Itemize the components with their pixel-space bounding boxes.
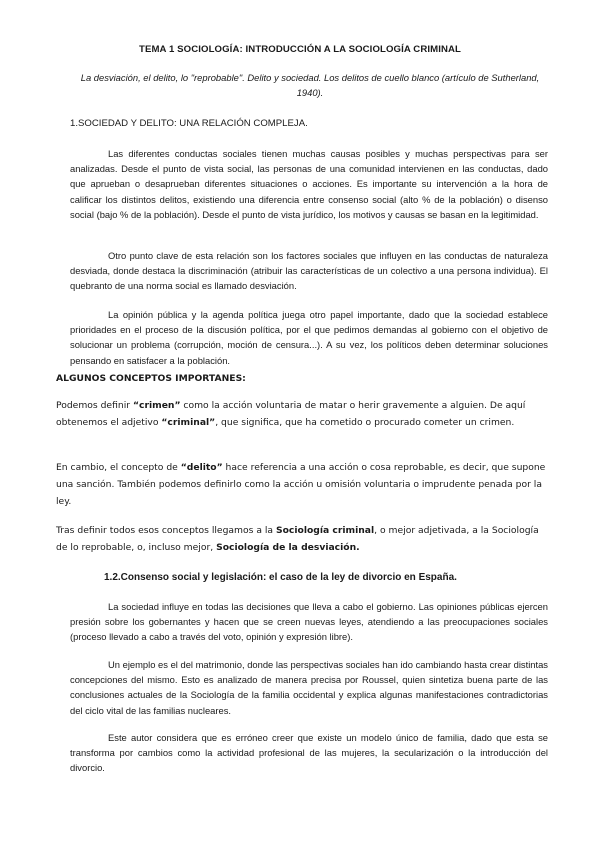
paragraph-3: La opinión pública y la agenda política juega otro papel importante, dado que la sociedad establece prioridades en el proceso de la discusión política, por el que pedimos demandas al gobierno con el objetivo de solucionar un problema (corrupción, moción de censura...). A su vez, los políticos deben determinar soluciones pensando en satisfacer a la población.: [70, 309, 548, 366]
paragraph-6: Este autor considera que es erróneo creer que existe un modelo único de familia, dado que esta se transforma por cambios como la actividad profesional de las mujeres, la secularización o la introducción del divorcio.: [70, 732, 548, 774]
document-subtitle: La desviación, el delito, lo "reprobable". Delito y sociedad. Los delitos de cuello blanco (artículo de Sutherland, 1940).: [80, 72, 540, 98]
section-heading-1: 1.SOCIEDAD Y DELITO: UNA RELACIÓN COMPLEJA.: [70, 118, 308, 129]
paragraph-2: Otro punto clave de esta relación son los factores sociales que influyen en las conductas de naturaleza desviada, donde destaca la discriminación (atribuir las características de un colectivo a una persona individua). El quebranto de una norma social es llamado desviación.: [70, 250, 548, 292]
term-sociologia-desviacion: Sociología de la desviación.: [216, 542, 360, 553]
paragraph-5: Un ejemplo es el del matrimonio, donde las perspectivas sociales han ido cambiando hasta crear distintas concepciones del mismo. Esto es analizado de manera precisa por Roussel, quien sintetiza buena parte de las conclusiones actuales de la Sociología de la familia occidental y explica algunas manifestaciones contradictorias del ciclo vital de las familias nucleares.: [70, 659, 548, 716]
term-delito: “delito”: [180, 462, 223, 473]
paragraph-1: Las diferentes conductas sociales tienen muchas causas posibles y muchas perspectivas para ser analizadas. Desde el punto de vista social, las personas de una comunidad intervienen en las conductas, dado que aprueban o desaprueban diferentes situaciones o acciones. Es importante su intervención a la hora de calificar los distintos delitos, existiendo una diferencia entre consenso social (alto % de la población) o disenso social (bajo % de la población). Desde el punto de vista jurídico, los motivos y causas se basan en la legitimidad.: [70, 148, 548, 220]
concepts-heading: ALGUNOS CONCEPTOS IMPORTANES:: [56, 373, 246, 384]
paragraph-sociologia: Tras definir todos esos conceptos llegamos a la Sociología criminal, o mejor adjetivada, a la Sociología de lo reprobable, o, incluso mejor, Sociología de la desviación.: [56, 525, 539, 553]
paragraph-4: La sociedad influye en todas las decisiones que lleva a cabo el gobierno. Las opiniones públicas ejercen presión sobre los gobernantes y hacen que se creen nuevas leyes, atendiendo a las preocupaciones sociales (proceso llevado a cabo a través del voto, opinión y expresión libre).: [70, 601, 548, 643]
paragraph-delito: En cambio, el concepto de “delito” hace referencia a una acción o cosa reprobable, es decir, que supone una sanción. También podemos definirlo como la acción u omisión voluntaria o imprudente penada por la ley.: [56, 462, 546, 507]
paragraph-crimen: Podemos definir “crimen” como la acción voluntaria de matar o herir gravemente a alguien. De aquí obtenemos el adjetivo “criminal”, que significa, que ha cometido o procurado cometer un crimen.: [56, 400, 526, 428]
term-crimen: “crimen”: [132, 400, 181, 411]
term-sociologia-criminal: Sociología criminal: [275, 525, 375, 536]
section-heading-2: 1.2.Consenso social y legislación: el caso de la ley de divorcio en España.: [104, 572, 457, 583]
term-criminal: “criminal”: [161, 417, 216, 428]
document-title: TEMA 1 SOCIOLOGÍA: INTRODUCCIÓN A LA SOCIOLOGÍA CRIMINAL: [138, 44, 461, 55]
